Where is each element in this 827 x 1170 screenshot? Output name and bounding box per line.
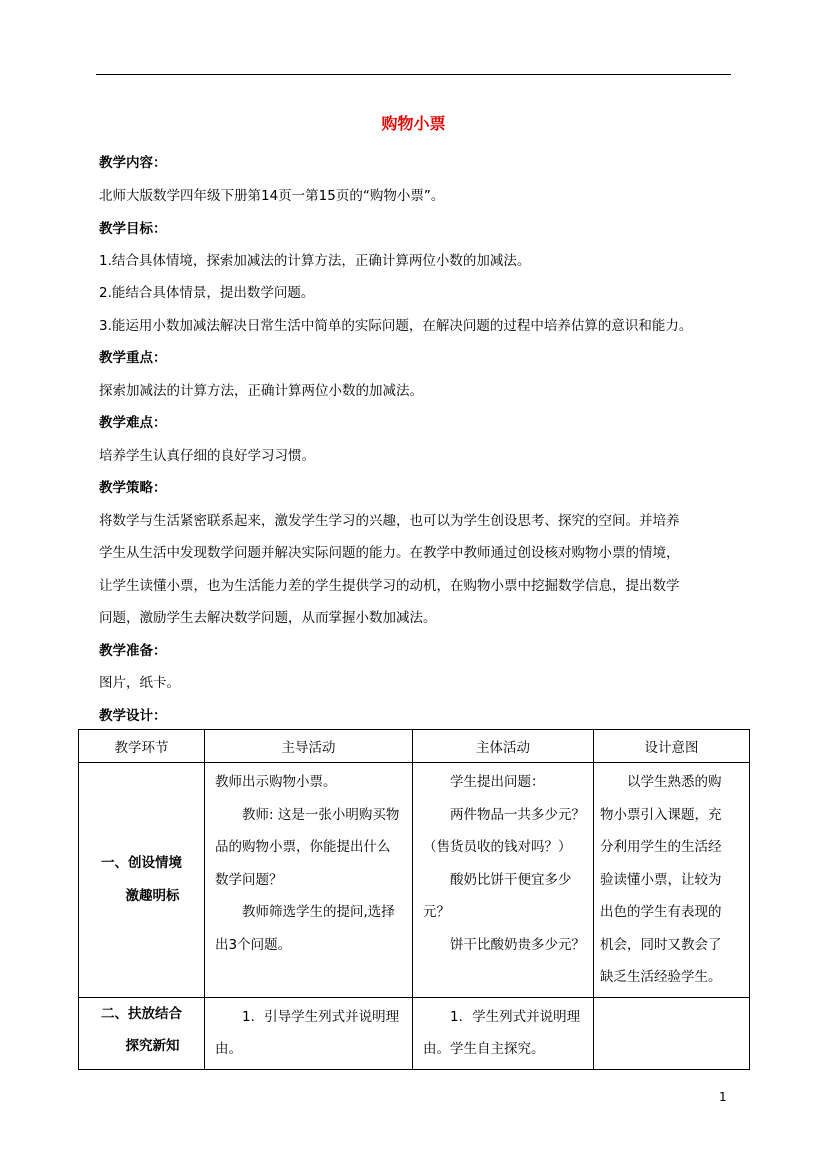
strategy-line-1: 将数学与生活紧密联系起来，激发学生学习的兴趣，也可以为学生创设思考、探究的空间。并培养 <box>99 513 680 529</box>
cell-line: 缺乏生活经验学生。 <box>600 969 722 985</box>
stage-line: 二、扶放结合 <box>101 1005 182 1022</box>
cell-line: 饼干比酸奶贵多少元？ <box>450 936 585 953</box>
table-row <box>79 763 750 998</box>
strategy-line-3: 让学生读懂小票，也为生活能力差的学生提供学习的动机，在购物小票中挖掘数学信息，提出数学 <box>99 578 680 594</box>
strategy-line-4: 问题，激励学生去解决数学问题，从而掌握小数加减法。 <box>99 610 437 626</box>
cell-line: （售货员收的钱对吗？） <box>423 839 572 855</box>
cell-line: 教师筛选学生的提问,选择 <box>242 904 395 920</box>
stage-line: 一、创设情境 <box>101 855 182 872</box>
cell-line: 分利用学生的生活经 <box>600 839 722 855</box>
design-table <box>78 729 750 1070</box>
goal-item-2: 2.能结合具体情景，提出数学问题。 <box>99 285 315 301</box>
cell-line: 出色的学生有表现的 <box>600 904 722 920</box>
strategy-line-2: 学生从生活中发现数学问题并解决实际问题的能力。在教学中教师通过创设核对购物小票的情境， <box>99 545 680 561</box>
cell-line: 教师出示购物小票。 <box>215 774 337 790</box>
cell-line: 由。 <box>215 1041 242 1057</box>
lead-activity-cell <box>205 997 413 1069</box>
document-title: 购物小票 <box>381 114 446 133</box>
heading-goals: 教学目标： <box>99 221 167 237</box>
student-activity-cell <box>413 763 594 998</box>
stage-cell <box>79 997 205 1069</box>
cell-line: 验读懂小票，让较为 <box>600 871 722 888</box>
difficulty-text: 培养学生认真仔细的良好学习习惯。 <box>99 448 315 464</box>
stage-cell <box>79 763 205 998</box>
goal-item-1: 1.结合具体情境，探索加减法的计算方法，正确计算两位小数的加减法。 <box>99 253 531 269</box>
header-design-intent: 设计意图 <box>594 730 750 763</box>
heading-key: 教学重点： <box>99 350 167 366</box>
heading-strategy: 教学策略： <box>99 480 167 496</box>
header-student-activity: 主体活动 <box>413 730 594 763</box>
prep-text: 图片，纸卡。 <box>99 675 180 691</box>
design-intent-cell <box>594 763 750 998</box>
cell-line: 以学生熟悉的购 <box>627 774 722 790</box>
student-activity-cell <box>413 997 594 1069</box>
design-intent-cell <box>594 997 750 1069</box>
table-row <box>79 997 750 1069</box>
cell-line: 两件物品一共多少元？ <box>450 806 585 823</box>
cell-line: 元？ <box>423 904 450 920</box>
content-text: 北师大版数学四年级下册第14页一第15页的“购物小票”。 <box>99 188 445 204</box>
table-header-row <box>79 730 750 763</box>
cell-line: 物小票引入课题，充 <box>600 806 722 823</box>
page-number: 1 <box>719 1090 727 1104</box>
key-text: 探索加减法的计算方法，正确计算两位小数的加减法。 <box>99 383 423 399</box>
cell-line: 1．引导学生列式并说明理 <box>242 1008 400 1025</box>
lead-activity-cell <box>205 763 413 998</box>
cell-line: 学生提出问题： <box>450 774 545 790</box>
cell-line: 教师: 这是一张小明购买物 <box>242 806 400 823</box>
header-lead-activity: 主导活动 <box>205 730 413 763</box>
cell-line: 机会，同时又教会了 <box>600 936 722 953</box>
cell-line: 出3个问题。 <box>215 936 292 953</box>
header-stage: 教学环节 <box>79 730 205 763</box>
cell-line: 品的购物小票，你能提出什么 <box>215 839 391 855</box>
heading-prep: 教学准备： <box>99 643 167 659</box>
header-rule <box>96 74 731 75</box>
goal-item-3: 3.能运用小数加减法解决日常生活中简单的实际问题，在解决问题的过程中培养估算的意识和能力。 <box>99 318 693 334</box>
heading-design: 教学设计： <box>99 708 167 724</box>
heading-difficulty: 教学难点： <box>99 415 167 431</box>
stage-line: 激趣明标 <box>125 887 180 904</box>
cell-line: 数学问题？ <box>215 871 283 888</box>
cell-line: 酸奶比饼干便宜多少 <box>450 871 572 888</box>
heading-content: 教学内容： <box>99 155 167 171</box>
cell-line: 1．学生列式并说明理 <box>450 1008 581 1025</box>
stage-line: 探究新知 <box>125 1038 180 1054</box>
cell-line: 由。学生自主探究。 <box>423 1041 545 1057</box>
